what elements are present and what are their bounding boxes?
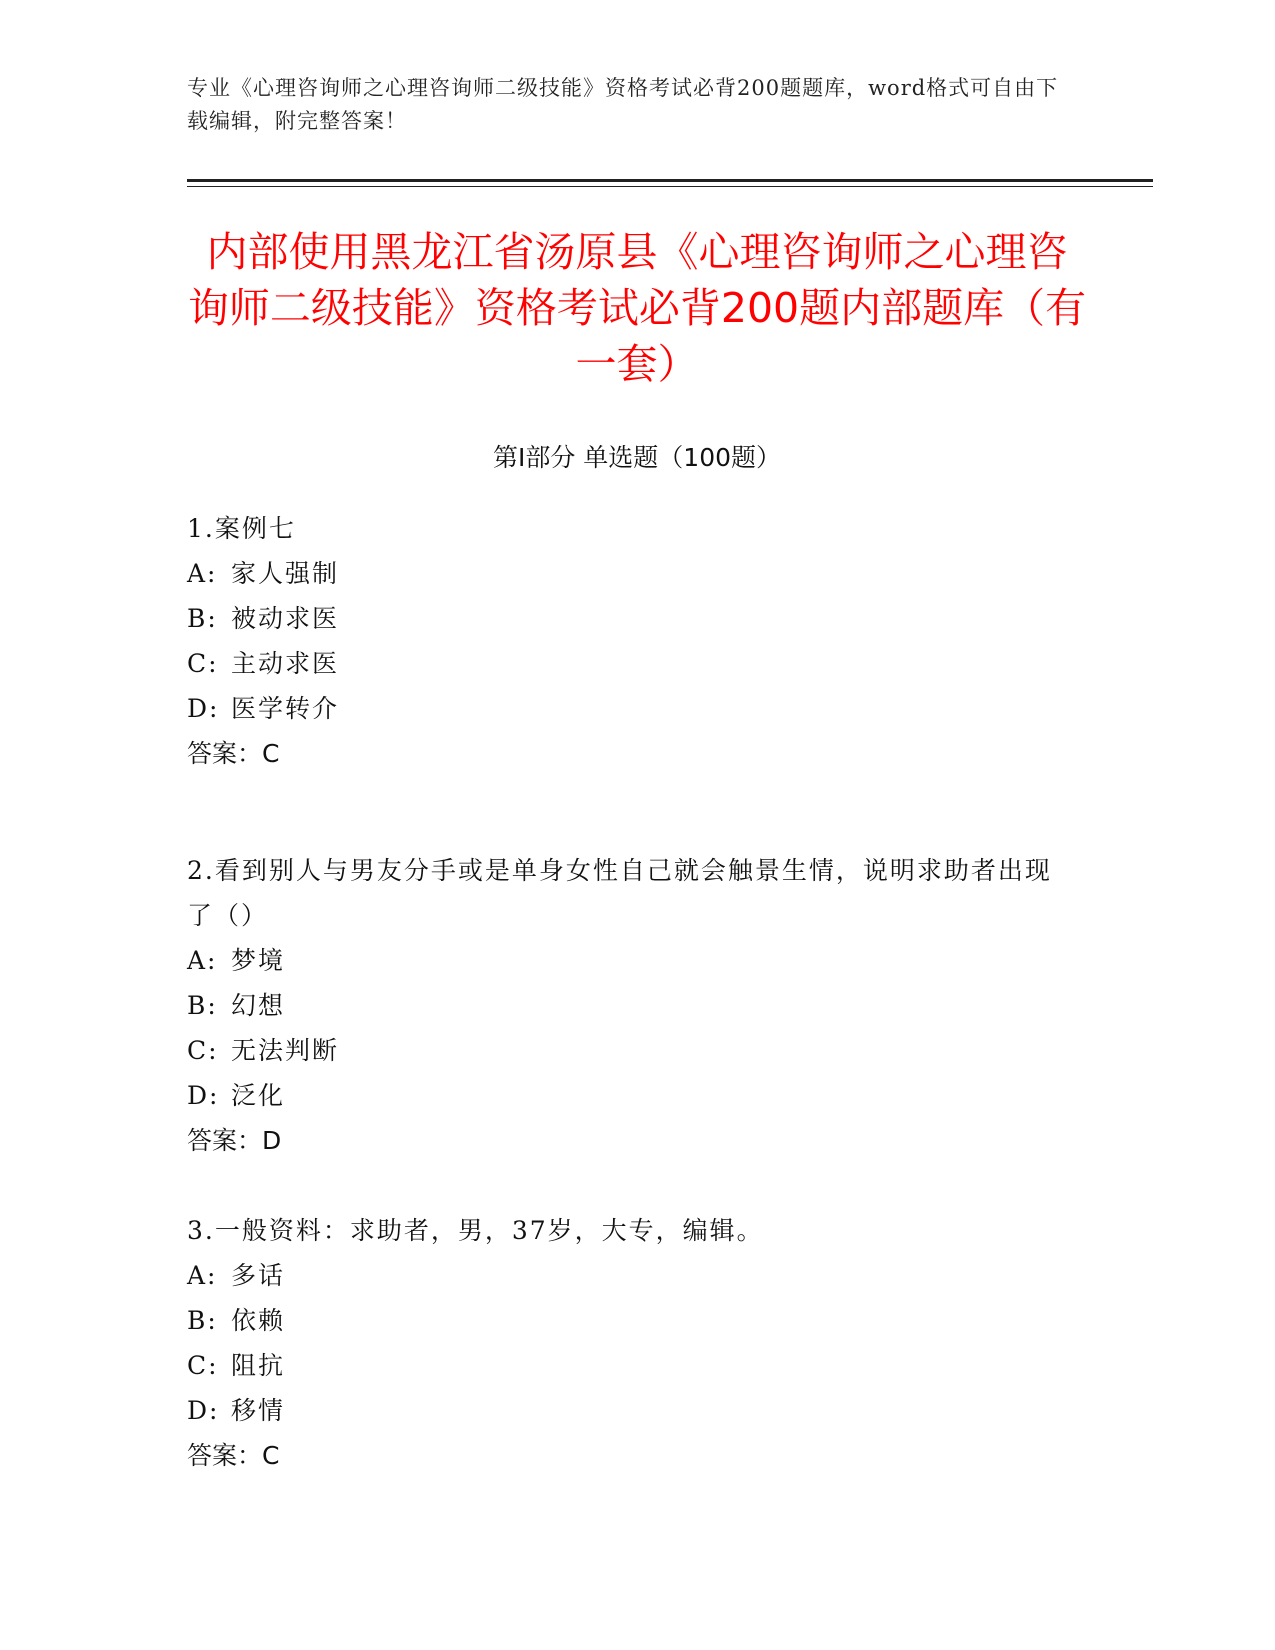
option-letter: C: xyxy=(187,1036,219,1065)
option-text: 梦境 xyxy=(231,946,286,975)
question-2 xyxy=(187,848,1067,1163)
option-letter: A: xyxy=(187,559,218,588)
option-text: 幻想 xyxy=(231,991,286,1020)
question-1 xyxy=(187,506,1067,776)
option-letter: B: xyxy=(187,604,218,633)
option-d xyxy=(187,1073,1067,1118)
option-letter: B: xyxy=(187,1306,218,1335)
option-letter: D: xyxy=(187,1396,220,1425)
option-text: 泛化 xyxy=(231,1081,286,1110)
header-note: 专业《心理咨询师之心理咨询师二级技能》资格考试必背200题题库，word格式可自由下载编辑，附完整答案！ xyxy=(187,76,1059,133)
option-a xyxy=(187,938,1067,983)
option-c xyxy=(187,641,1067,686)
question-text: 1.案例七 xyxy=(187,514,296,543)
document-title: 内部使用黑龙江省汤原县《心理咨询师之心理咨询师二级技能》资格考试必背200题内部题库（有一套） xyxy=(187,228,1087,388)
option-b xyxy=(187,983,1067,1028)
option-d xyxy=(187,1388,1067,1433)
answer-line: 答案：D xyxy=(187,1126,282,1155)
option-text: 依赖 xyxy=(231,1306,286,1335)
question-text: 3.一般资料：求助者，男，37岁，大专，编辑。 xyxy=(187,1216,764,1245)
option-text: 主动求医 xyxy=(231,649,340,678)
header-rule-thin xyxy=(187,186,1153,187)
option-text: 多话 xyxy=(231,1261,286,1290)
option-a xyxy=(187,551,1067,596)
option-text: 被动求医 xyxy=(231,604,340,633)
option-text: 无法判断 xyxy=(231,1036,340,1065)
option-b xyxy=(187,596,1067,641)
option-c xyxy=(187,1028,1067,1073)
option-b xyxy=(187,1298,1067,1343)
section-title: 第I部分 单选题（100题） xyxy=(492,443,782,472)
option-text: 家人强制 xyxy=(231,559,340,588)
option-letter: C: xyxy=(187,1351,219,1380)
header-rule-thick xyxy=(187,179,1153,182)
option-text: 阻抗 xyxy=(231,1351,286,1380)
option-d xyxy=(187,686,1067,731)
answer-line: 答案：C xyxy=(187,739,280,768)
option-text: 移情 xyxy=(231,1396,286,1425)
option-letter: D: xyxy=(187,694,220,723)
option-text: 医学转介 xyxy=(231,694,340,723)
option-c xyxy=(187,1343,1067,1388)
option-letter: B: xyxy=(187,991,218,1020)
question-text: 2.看到别人与男友分手或是单身女性自己就会触景生情，说明求助者出现了（） xyxy=(187,856,1052,930)
option-letter: A: xyxy=(187,946,218,975)
option-a xyxy=(187,1253,1067,1298)
answer-line: 答案：C xyxy=(187,1441,280,1470)
question-3 xyxy=(187,1208,1067,1478)
option-letter: A: xyxy=(187,1261,218,1290)
option-letter: D: xyxy=(187,1081,220,1110)
option-letter: C: xyxy=(187,649,219,678)
